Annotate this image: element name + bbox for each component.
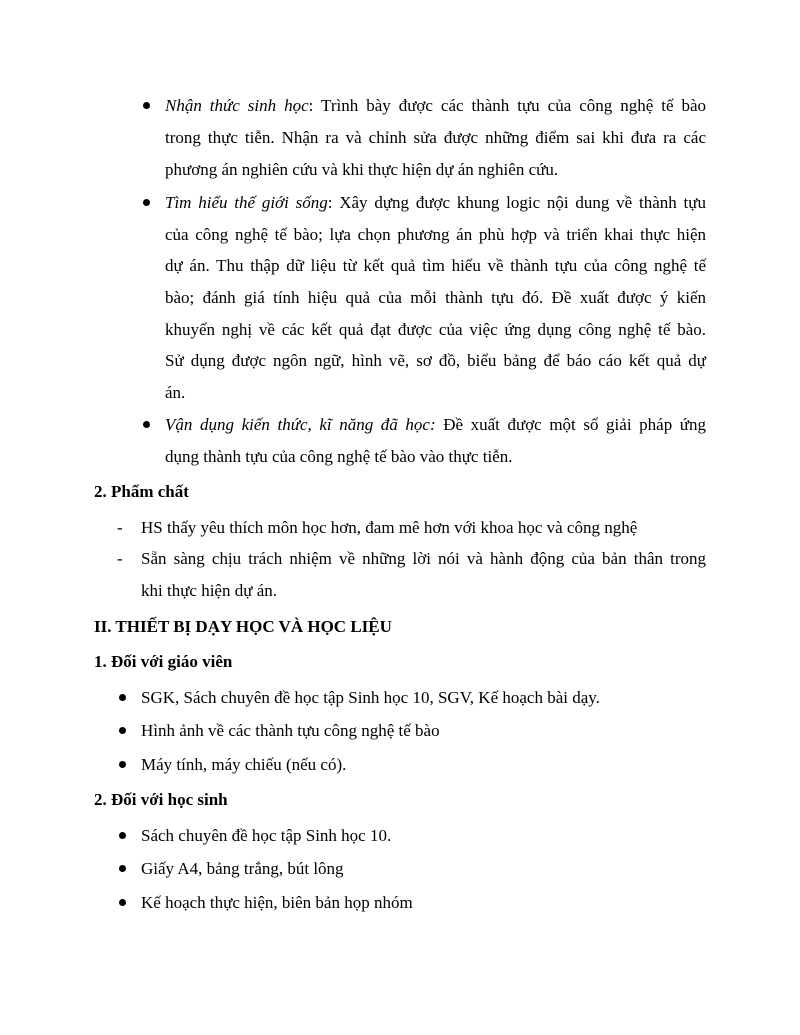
dash-marker: -	[117, 518, 123, 537]
bullet-line: dụng thành tựu của công nghệ tế bào vào thực tiễn.	[165, 447, 513, 466]
list-item: Máy tính, máy chiếu (nếu có).	[141, 755, 347, 774]
subsection-heading: 2. Đối với học sinh	[94, 790, 228, 809]
dash-line: HS thấy yêu thích môn học hơn, đam mê hơn với khoa học và công nghệ	[141, 518, 638, 537]
bullet-line: trong thực tiễn. Nhận ra và chỉnh sửa được những điểm sai khi đưa ra các	[165, 128, 706, 147]
bullet-line: Tìm hiểu thế giới sống: Xây dựng được khung logic nội dung về thành tựu	[165, 193, 706, 212]
bullet-icon	[143, 102, 150, 109]
bullet-line: của công nghệ tế bào; lựa chọn phương án phù hợp và triển khai thực hiện	[165, 225, 706, 244]
main-section-heading: II. THIẾT BỊ DẠY HỌC VÀ HỌC LIỆU	[94, 617, 392, 636]
dash-marker: -	[117, 549, 123, 568]
list-item: Kế hoạch thực hiện, biên bản họp nhóm	[141, 893, 413, 912]
bullet-icon	[119, 832, 126, 839]
bullet-icon	[143, 421, 150, 428]
dash-line: Sẵn sàng chịu trách nhiệm về những lời nói và hành động của bản thân trong	[141, 549, 706, 568]
dash-line: khi thực hiện dự án.	[141, 581, 277, 600]
list-item: Hình ảnh về các thành tựu công nghệ tế bào	[141, 721, 440, 740]
bullet-icon	[119, 761, 126, 768]
bullet-line: khuyến nghị về các kết quả đạt được của việc ứng dụng công nghệ tế bào.	[165, 320, 706, 339]
bullet-line: Vận dụng kiến thức, kĩ năng đã học: Đề xuất được một số giải pháp ứng	[165, 415, 706, 434]
bullet-icon	[119, 727, 126, 734]
bullet-line: Sử dụng được ngôn ngữ, hình vẽ, sơ đồ, biểu bảng để báo cáo kết quả dự	[165, 351, 706, 370]
subsection-heading: 1. Đối với giáo viên	[94, 652, 233, 671]
section-heading: 2. Phẩm chất	[94, 482, 189, 501]
bullet-line: án.	[165, 383, 186, 402]
competency-label: Nhận thức sinh học	[165, 96, 309, 115]
bullet-icon	[119, 694, 126, 701]
bullet-line: bào; đánh giá tính hiệu quả của mỗi thành tựu đó. Đề xuất được ý kiến	[165, 288, 706, 307]
competency-label: Vận dụng kiến thức, kĩ năng đã học:	[165, 415, 436, 434]
bullet-line: phương án nghiên cứu và khi thực hiện dự án nghiên cứu.	[165, 160, 559, 179]
bullet-icon	[119, 865, 126, 872]
bullet-icon	[119, 899, 126, 906]
list-item: Sách chuyên đề học tập Sinh học 10.	[141, 826, 392, 845]
bullet-line: dự án. Thu thập dữ liệu từ kết quả tìm hiểu về thành tựu của công nghệ tế	[165, 256, 706, 275]
list-item: Giấy A4, bảng trắng, bút lông	[141, 859, 344, 878]
bullet-icon	[143, 199, 150, 206]
competency-label: Tìm hiểu thế giới sống	[165, 193, 328, 212]
list-item: SGK, Sách chuyên đề học tập Sinh học 10, SGV, Kế hoạch bài dạy.	[141, 688, 600, 707]
bullet-line: Nhận thức sinh học: Trình bày được các thành tựu của công nghệ tế bào	[165, 96, 707, 115]
